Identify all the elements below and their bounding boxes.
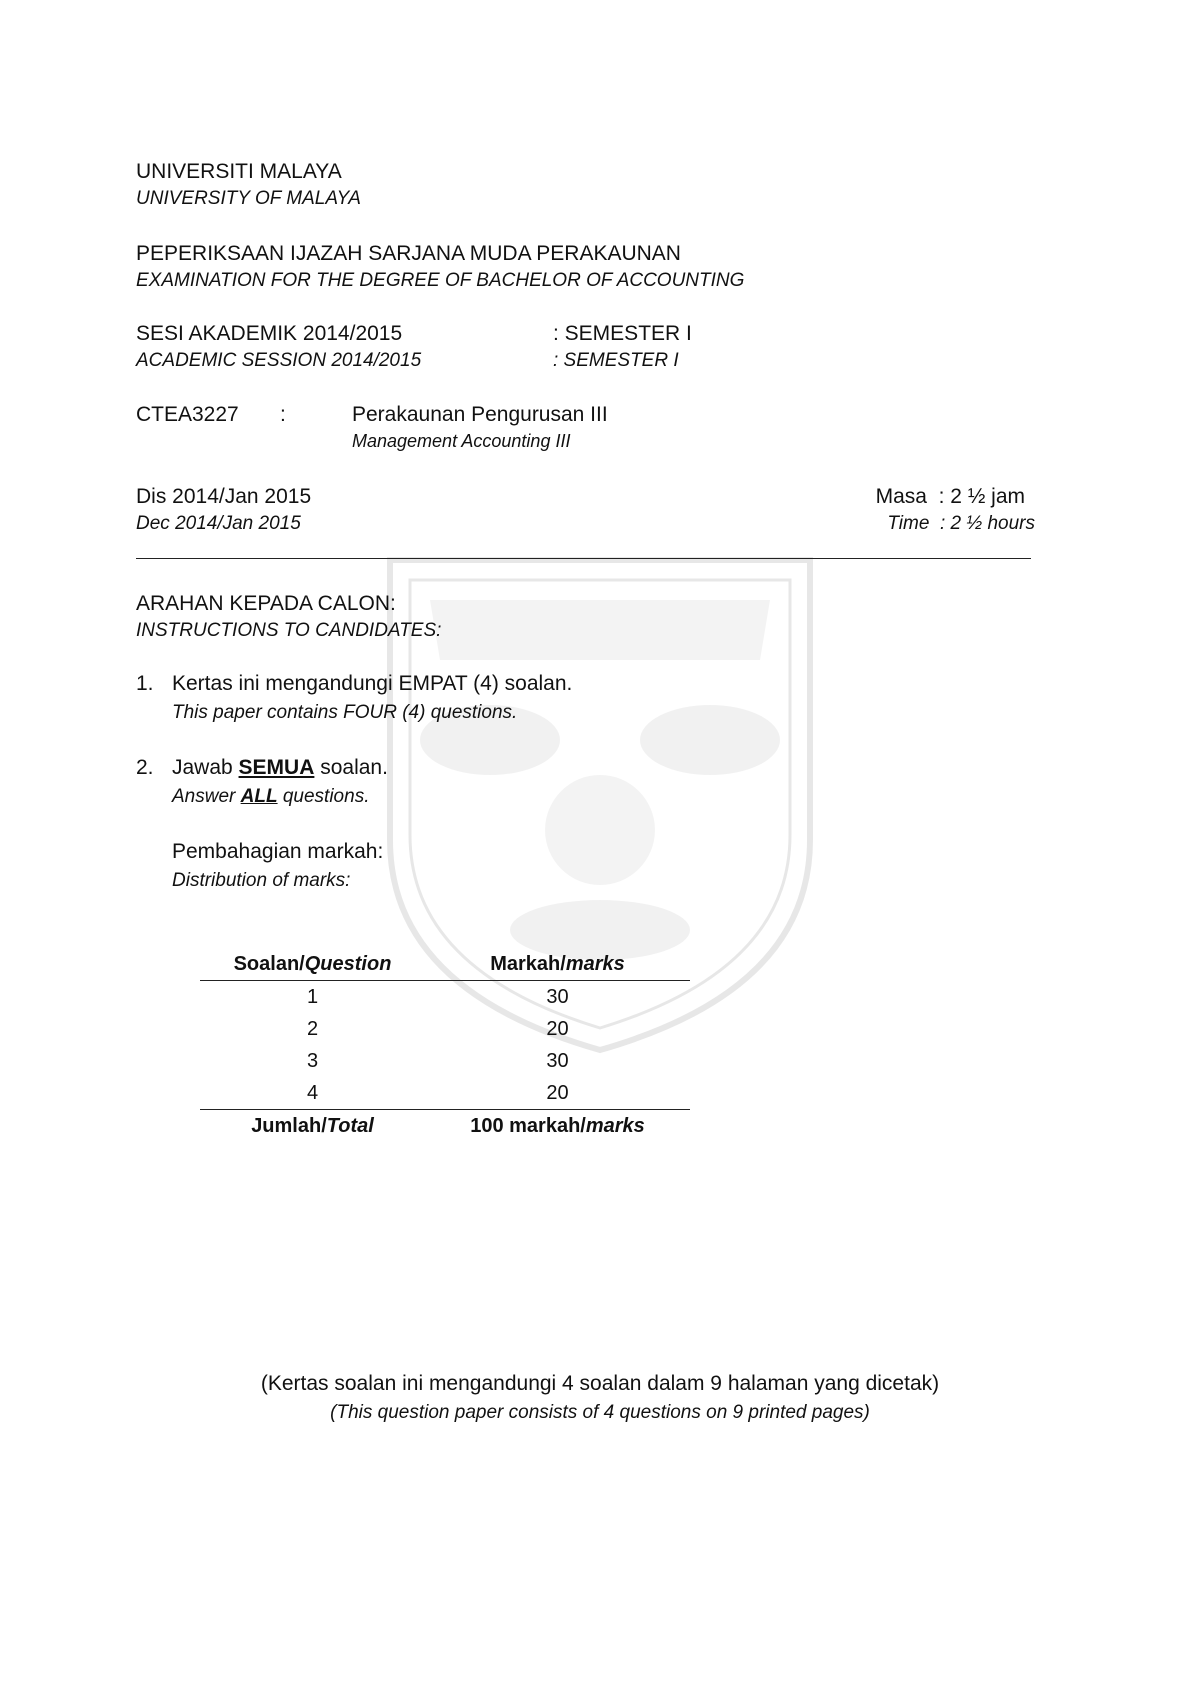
instruction-2 <box>172 756 388 780</box>
row-question: 1 <box>306 985 319 1008</box>
row-question: 4 <box>306 1081 319 1104</box>
header-divider <box>136 558 1031 559</box>
row-marks: 20 <box>546 1081 569 1104</box>
page-count-note: (Kertas soalan ini mengandungi 4 soalan dalam 9 halaman yang dicetak) <box>260 1372 940 1395</box>
total-value-text: 100 markah/ <box>470 1114 586 1137</box>
course-code: CTEA3227 <box>136 403 239 426</box>
marks-table-col-marks <box>425 948 690 981</box>
session-label: SESI AKADEMIK 2014/2015 <box>136 322 403 345</box>
instructions-heading: ARAHAN KEPADA CALON: <box>136 592 396 615</box>
table-row <box>200 1077 690 1110</box>
col-question-label-en: Question <box>304 952 392 975</box>
university-name-en: UNIVERSITY OF MALAYA <box>136 188 361 209</box>
row-marks: 30 <box>546 1049 569 1072</box>
instruction-2-number: 2. <box>136 756 154 779</box>
row-marks: 30 <box>546 985 569 1008</box>
exam-title-en: EXAMINATION FOR THE DEGREE OF BACHELOR OF ACCOUNTING <box>136 270 745 291</box>
table-row <box>200 981 690 1014</box>
course-separator: : <box>280 403 286 426</box>
exam-duration-en: Time : 2 ½ hours <box>887 513 1035 534</box>
exam-date: Dis 2014/Jan 2015 <box>136 485 312 508</box>
course-name-en: Management Accounting III <box>352 431 571 451</box>
marks-table-header <box>200 948 690 981</box>
marks-distribution-heading-en: Distribution of marks: <box>172 870 351 891</box>
total-label <box>200 1110 425 1143</box>
row-marks: 20 <box>546 1017 569 1040</box>
semester: : SEMESTER I <box>553 322 692 345</box>
instruction-2-pre: Jawab <box>172 756 239 779</box>
instruction-1-number: 1. <box>136 672 154 695</box>
university-name: UNIVERSITI MALAYA <box>136 160 342 183</box>
instruction-2-en-pre: Answer <box>172 786 241 807</box>
marks-distribution-heading: Pembahagian markah: <box>172 840 384 863</box>
total-label-text-en: Total <box>326 1114 374 1137</box>
col-marks-label: Markah/ <box>490 952 566 975</box>
total-value-text-en: marks <box>585 1114 645 1137</box>
instructions-heading-en: INSTRUCTIONS TO CANDIDATES: <box>136 620 442 641</box>
total-value <box>425 1110 690 1143</box>
marks-table-total-row <box>200 1110 690 1143</box>
course-name: Perakaunan Pengurusan III <box>352 403 608 426</box>
table-row <box>200 1013 690 1045</box>
exam-date-en: Dec 2014/Jan 2015 <box>136 513 301 534</box>
col-marks-label-en: marks <box>565 952 625 975</box>
page-count-note-en: (This question paper consists of 4 questions on 9 printed pages) <box>330 1402 870 1423</box>
instruction-2-emphasis: SEMUA <box>238 756 315 779</box>
table-row <box>200 1045 690 1077</box>
exam-title: PEPERIKSAAN IJAZAH SARJANA MUDA PERAKAUNAN <box>136 242 681 265</box>
marks-table <box>200 948 690 1142</box>
total-label-text: Jumlah/ <box>251 1114 327 1137</box>
semester-en: : SEMESTER I <box>553 350 679 371</box>
marks-table-col-question <box>200 948 425 981</box>
row-question: 3 <box>306 1049 319 1072</box>
col-question-label: Soalan/ <box>233 952 305 975</box>
exam-duration: Masa : 2 ½ jam <box>875 485 1025 508</box>
instruction-1-en: This paper contains FOUR (4) questions. <box>172 702 518 723</box>
instruction-1: Kertas ini mengandungi EMPAT (4) soalan. <box>172 672 573 695</box>
instruction-2-en-post: questions. <box>277 786 370 807</box>
session-label-en: ACADEMIC SESSION 2014/2015 <box>136 350 422 371</box>
row-question: 2 <box>306 1017 319 1040</box>
instruction-2-en <box>172 786 369 808</box>
instruction-2-post: soalan. <box>314 756 388 779</box>
instruction-2-en-emphasis: ALL <box>240 786 278 807</box>
